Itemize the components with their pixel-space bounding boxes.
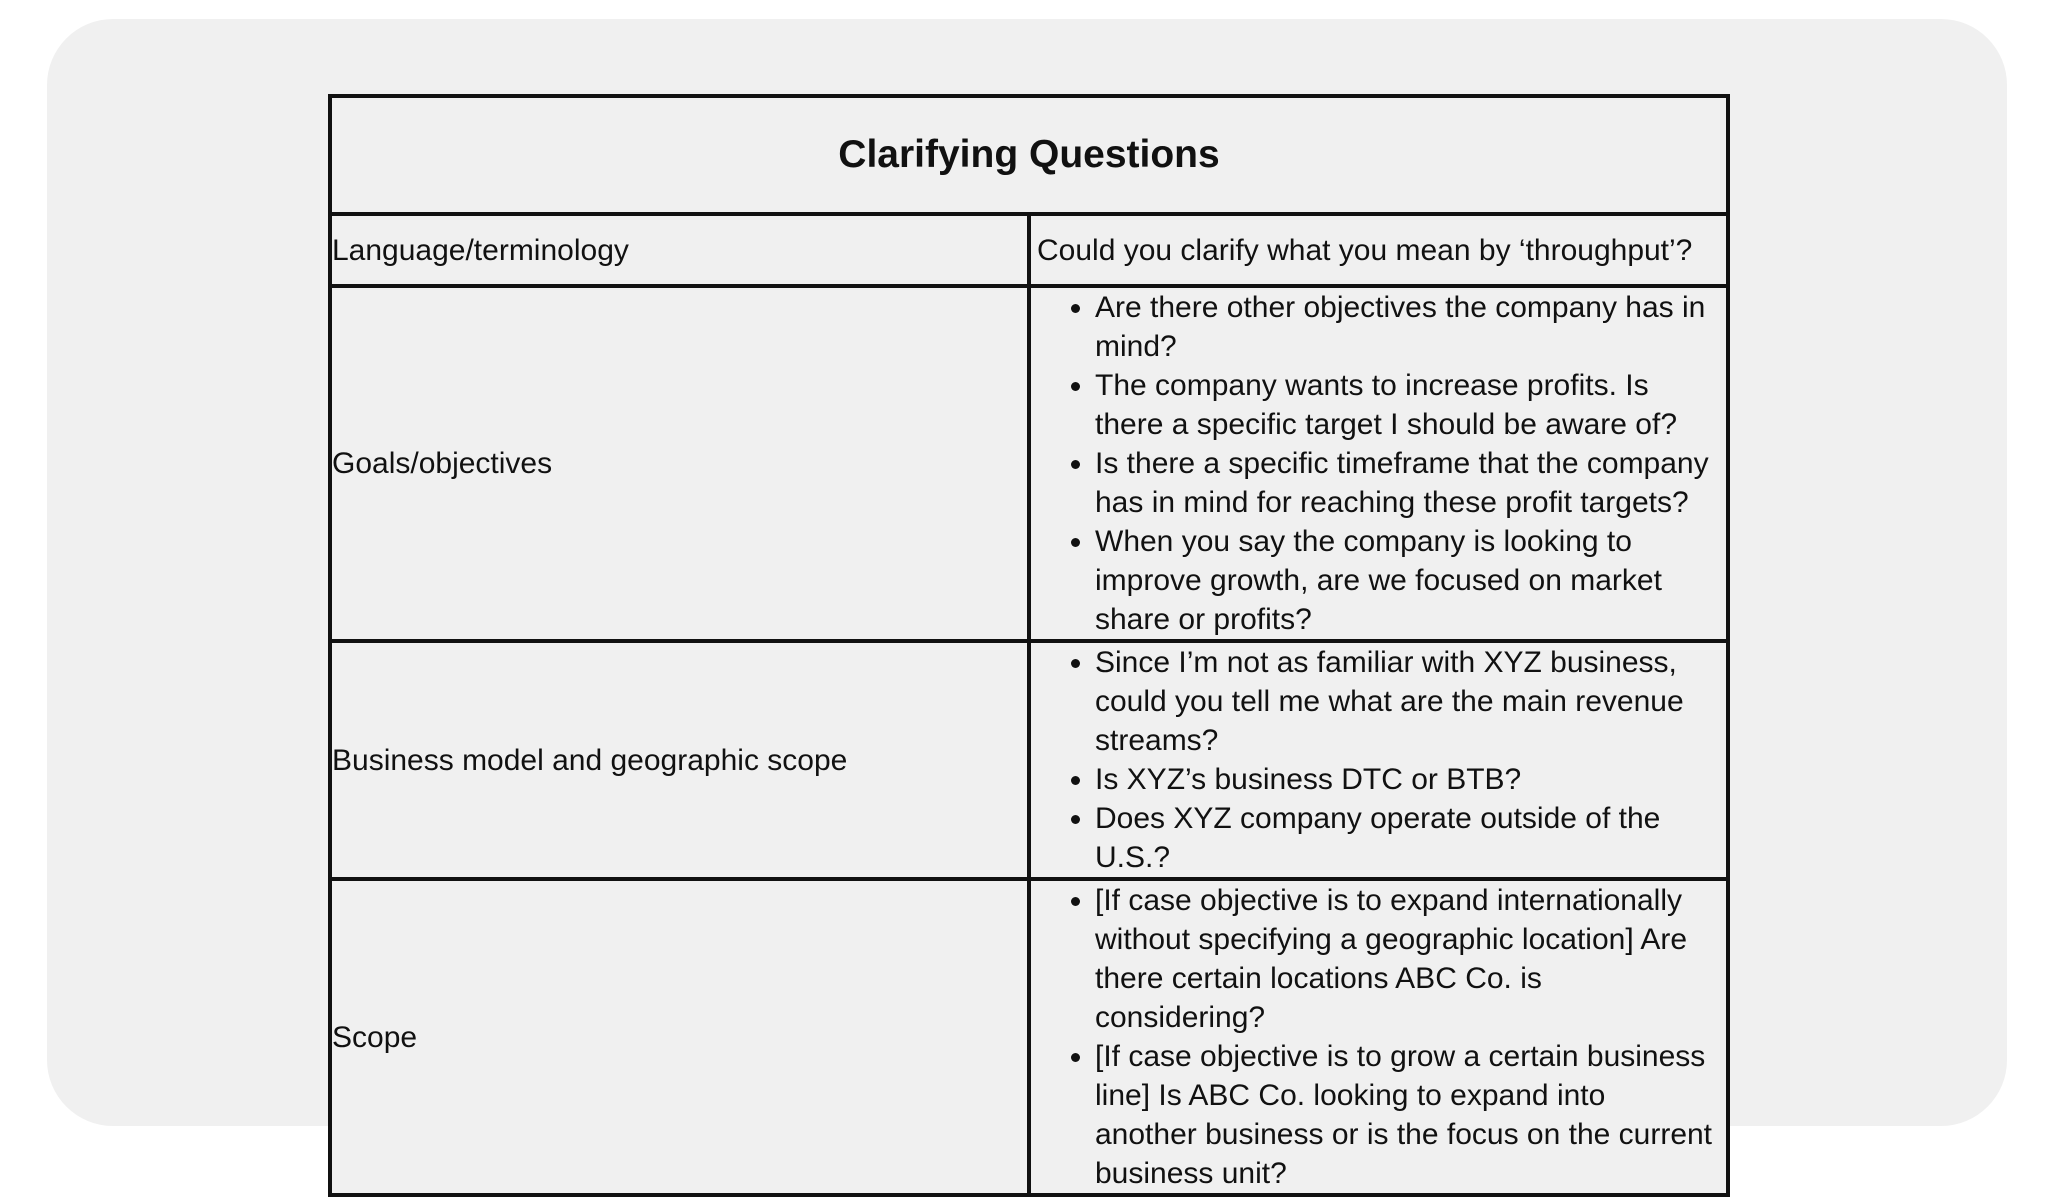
- question-item: • Is XYZ’s business DTC or BTB?: [1095, 760, 1714, 799]
- category-cell-scope: Scope: [330, 879, 1029, 1195]
- category-cell-language-terminology: Language/terminology: [330, 214, 1029, 286]
- question-list: [1031, 881, 1726, 1193]
- clarifying-questions-table: [328, 94, 1730, 1197]
- question-item: • When you say the company is looking to improve growth, are we focused on market share or profits?: [1095, 522, 1714, 639]
- question-list-cell: [1029, 641, 1728, 879]
- category-cell-business-model: Business model and geographic scope: [330, 641, 1029, 879]
- category-cell-goals-objectives: Goals/objectives: [330, 286, 1029, 641]
- table-title: Clarifying Questions: [330, 96, 1728, 214]
- table-row: [330, 879, 1728, 1195]
- question-item: • [If case objective is to expand internationally without specifying a geographic location] Are there certain locations ABC Co. is considering?: [1095, 881, 1714, 1037]
- question-item: • [If case objective is to grow a certain business line] Is ABC Co. looking to expand into another business or is the focus on the current business unit?: [1095, 1037, 1714, 1193]
- question-list-cell: [1029, 286, 1728, 641]
- question-item: • The company wants to increase profits. Is there a specific target I should be aware of?: [1095, 366, 1714, 444]
- question-item: • Does XYZ company operate outside of the U.S.?: [1095, 799, 1714, 877]
- table-row: [330, 641, 1728, 879]
- table-header-row: [330, 96, 1728, 214]
- question-item: • Are there other objectives the company has in mind?: [1095, 288, 1714, 366]
- table-row: [330, 286, 1728, 641]
- question-item: • Is there a specific timeframe that the company has in mind for reaching these profit targets?: [1095, 444, 1714, 522]
- question-text: Could you clarify what you mean by ‘throughput’?: [1029, 214, 1728, 286]
- question-list: [1031, 288, 1726, 639]
- question-list: [1031, 643, 1726, 877]
- table-row: [330, 214, 1728, 286]
- question-item: • Since I’m not as familiar with XYZ business, could you tell me what are the main revenue streams?: [1095, 643, 1714, 760]
- question-list-cell: [1029, 879, 1728, 1195]
